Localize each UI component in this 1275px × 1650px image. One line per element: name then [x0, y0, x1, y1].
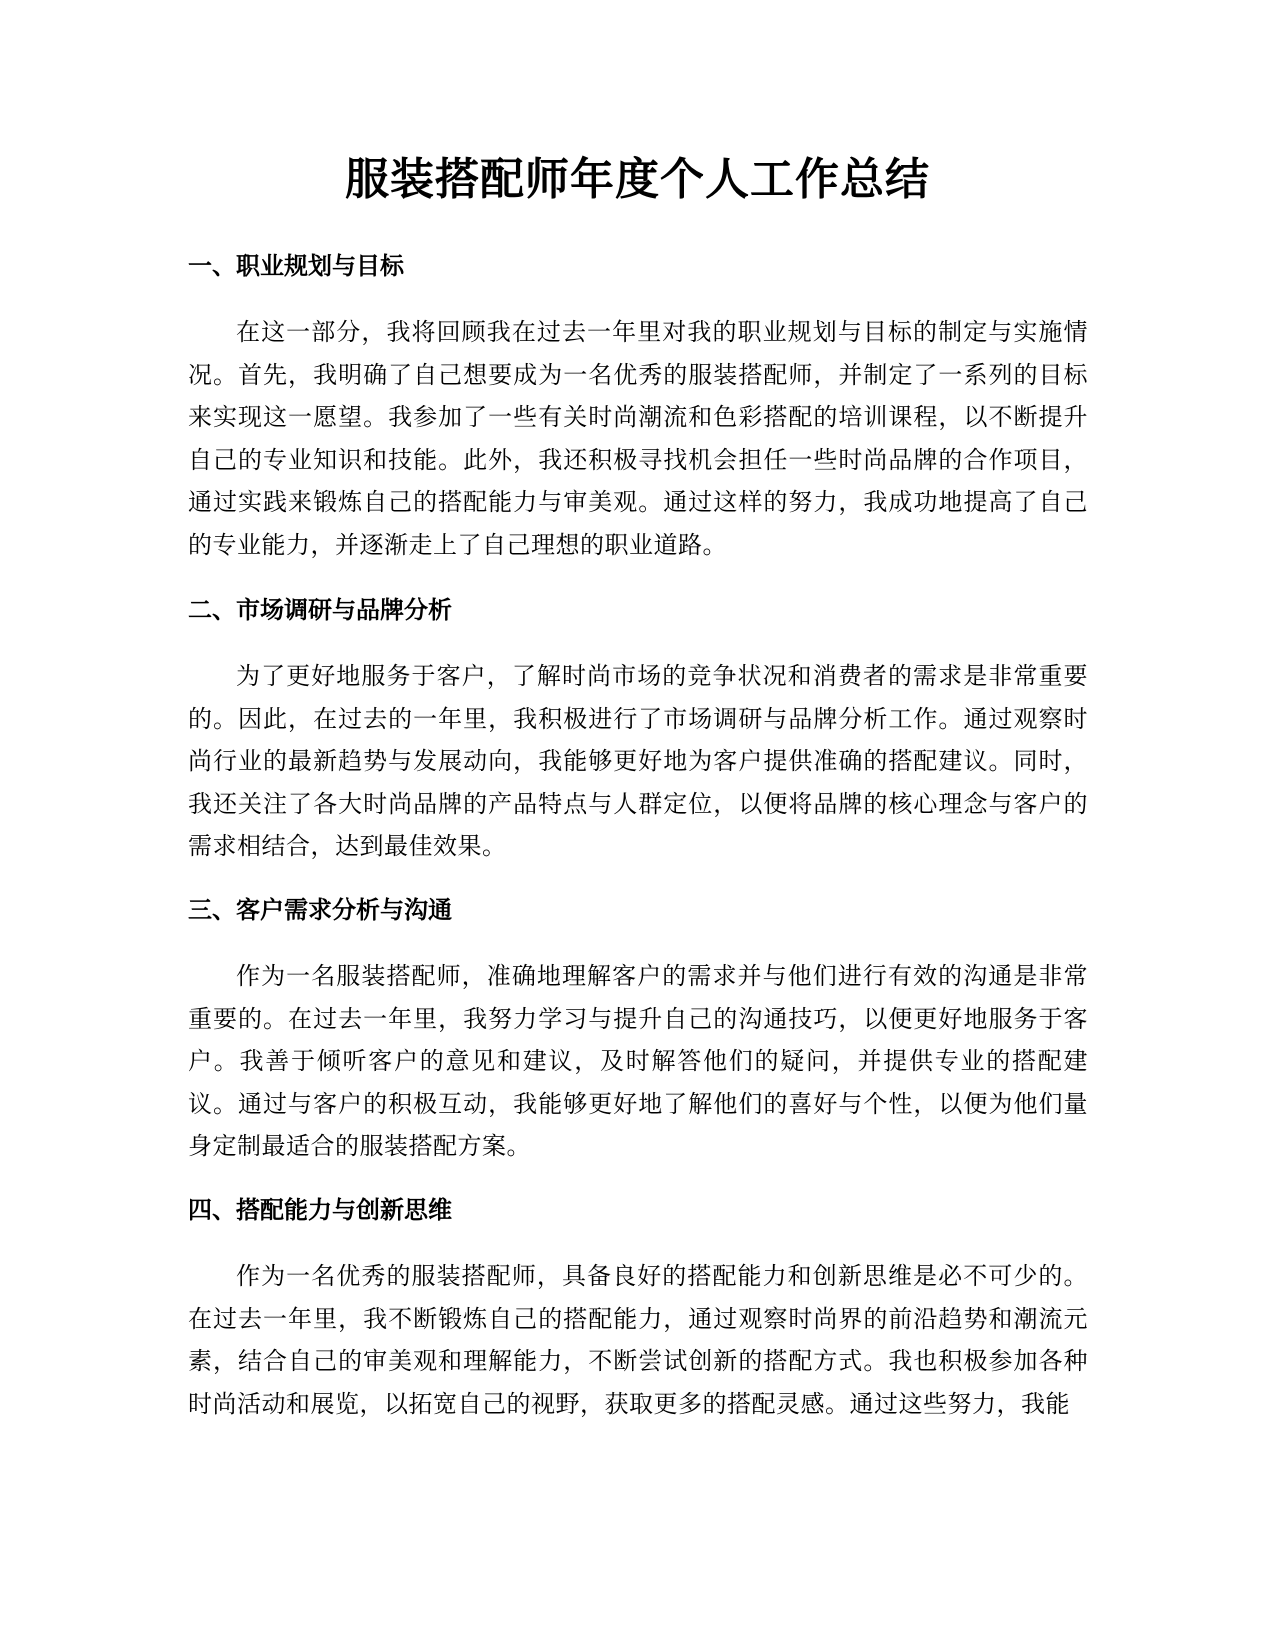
section-heading: 二、市场调研与品牌分析: [188, 596, 452, 624]
document-title: 服装搭配师年度个人工作总结: [345, 154, 930, 205]
section-career-planning: [188, 250, 1088, 566]
section-paragraph: 作为一名优秀的服装搭配师，具备良好的搭配能力和创新思维是必不可少的。在过去一年里，我不断锻炼自己的搭配能力，通过观察时尚界的前沿趋势和潮流元素，结合自己的审美观和理解能力，不断尝试创新的搭配方式。我也积极参加各种时尚活动和展览，以拓宽自己的视野，获取更多的搭配灵感。通过这些努力，我能: [188, 1262, 1088, 1418]
section-paragraph: 为了更好地服务于客户，了解时尚市场的竞争状况和消费者的需求是非常重要的。因此，在过去的一年里，我积极进行了市场调研与品牌分析工作。通过观察时尚行业的最新趋势与发展动向，我能够更好地为客户提供准确的搭配建议。同时，我还关注了各大时尚品牌的产品特点与人群定位，以便将品牌的核心理念与客户的需求相结合，达到最佳效果。: [188, 662, 1088, 860]
section-heading: 四、搭配能力与创新思维: [188, 1196, 452, 1224]
section-client-communication: [188, 894, 1088, 1168]
section-paragraph: 作为一名服装搭配师，准确地理解客户的需求并与他们进行有效的沟通是非常重要的。在过去一年里，我努力学习与提升自己的沟通技巧，以便更好地服务于客户。我善于倾听客户的意见和建议，及时解答他们的疑问，并提供专业的搭配建议。通过与客户的积极互动，我能够更好地了解他们的喜好与个性，以便为他们量身定制最适合的服装搭配方案。: [188, 962, 1088, 1160]
section-heading: 一、职业规划与目标: [188, 252, 404, 280]
section-styling-innovation: [188, 1194, 1088, 1425]
section-heading: 三、客户需求分析与沟通: [188, 896, 452, 924]
section-paragraph: 在这一部分，我将回顾我在过去一年里对我的职业规划与目标的制定与实施情况。首先，我明确了自己想要成为一名优秀的服装搭配师，并制定了一系列的目标来实现这一愿望。我参加了一些有关时尚潮流和色彩搭配的培训课程，以不断提升自己的专业知识和技能。此外，我还积极寻找机会担任一些时尚品牌的合作项目，通过实践来锻炼自己的搭配能力与审美观。通过这样的努力，我成功地提高了自己的专业能力，并逐渐走上了自己理想的职业道路。: [188, 318, 1088, 559]
section-market-research: [188, 594, 1088, 868]
